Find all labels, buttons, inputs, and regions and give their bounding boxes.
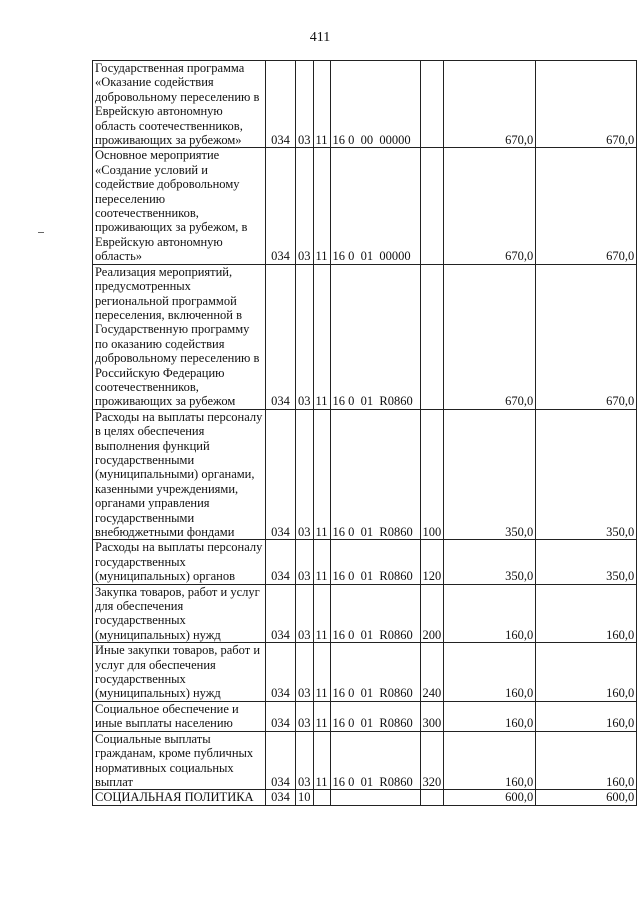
row-section: 03 [296, 61, 314, 148]
row-target-article: 16 0 01 R0860 [330, 731, 420, 790]
row-org-code: 034 [266, 584, 296, 643]
row-target-article: 16 0 01 R0860 [330, 540, 420, 584]
table-row-section-total [93, 790, 637, 805]
row-amount-year1: 670,0 [444, 264, 536, 409]
row-amount-year1: 350,0 [444, 409, 536, 540]
row-subsection: 11 [313, 731, 330, 790]
row-name: СОЦИАЛЬНАЯ ПОЛИТИКА [93, 790, 266, 805]
table-row [93, 264, 637, 409]
margin-mark [38, 232, 44, 233]
row-target-article: 16 0 01 R0860 [330, 701, 420, 731]
budget-table [92, 60, 637, 806]
row-expense-type [420, 790, 444, 805]
row-amount-year2: 670,0 [536, 148, 637, 264]
row-expense-type: 200 [420, 584, 444, 643]
table-row [93, 643, 637, 702]
row-section: 03 [296, 540, 314, 584]
row-org-code: 034 [266, 264, 296, 409]
row-target-article: 16 0 01 00000 [330, 148, 420, 264]
row-amount-year1: 600,0 [444, 790, 536, 805]
row-name: Реализация мероприятий, предусмотренных региональной программой переселения, включенной в Государственную программу по оказанию содействия добровольному переселению в Российскую Федерацию соотечественников, проживающих за рубежом [93, 264, 266, 409]
row-section: 03 [296, 731, 314, 790]
row-section: 03 [296, 148, 314, 264]
row-expense-type: 240 [420, 643, 444, 702]
row-name: Государственная программа «Оказание содействия добровольному переселению в Еврейскую автономную область соотечественников, проживающих за рубежом» [93, 61, 266, 148]
row-org-code: 034 [266, 790, 296, 805]
table-row [93, 148, 637, 264]
row-amount-year2: 160,0 [536, 701, 637, 731]
row-target-article: 16 0 01 R0860 [330, 584, 420, 643]
row-section: 03 [296, 584, 314, 643]
row-org-code: 034 [266, 409, 296, 540]
row-amount-year2: 350,0 [536, 409, 637, 540]
row-org-code: 034 [266, 701, 296, 731]
row-section: 03 [296, 264, 314, 409]
row-subsection: 11 [313, 584, 330, 643]
row-name: Социальное обеспечение и иные выплаты населению [93, 701, 266, 731]
row-subsection: 11 [313, 264, 330, 409]
row-amount-year1: 160,0 [444, 584, 536, 643]
table-row [93, 701, 637, 731]
row-amount-year1: 670,0 [444, 61, 536, 148]
row-expense-type [420, 148, 444, 264]
table-row [93, 584, 637, 643]
row-org-code: 034 [266, 148, 296, 264]
row-target-article [330, 790, 420, 805]
row-amount-year2: 670,0 [536, 264, 637, 409]
row-amount-year2: 160,0 [536, 584, 637, 643]
row-amount-year2: 350,0 [536, 540, 637, 584]
row-name: Расходы на выплаты персоналу в целях обеспечения выполнения функций государственными (муниципальными) органами, казенными учреждениями, органами управления государственными внебюджетными фондами [93, 409, 266, 540]
row-expense-type: 120 [420, 540, 444, 584]
row-amount-year1: 160,0 [444, 731, 536, 790]
row-amount-year1: 350,0 [444, 540, 536, 584]
page-number: 411 [309, 30, 331, 45]
row-name: Расходы на выплаты персоналу государственных (муниципальных) органов [93, 540, 266, 584]
row-section: 03 [296, 643, 314, 702]
row-name: Иные закупки товаров, работ и услуг для обеспечения государственных (муниципальных) нужд [93, 643, 266, 702]
row-section: 03 [296, 701, 314, 731]
row-subsection: 11 [313, 148, 330, 264]
row-expense-type: 300 [420, 701, 444, 731]
row-expense-type [420, 61, 444, 148]
table-row [93, 540, 637, 584]
budget-table-body [93, 61, 637, 806]
row-name: Социальные выплаты гражданам, кроме публичных нормативных социальных выплат [93, 731, 266, 790]
row-target-article: 16 0 01 R0860 [330, 643, 420, 702]
row-target-article: 16 0 01 R0860 [330, 264, 420, 409]
row-target-article: 16 0 01 R0860 [330, 409, 420, 540]
row-amount-year2: 670,0 [536, 61, 637, 148]
row-amount-year2: 160,0 [536, 643, 637, 702]
row-subsection: 11 [313, 61, 330, 148]
row-name: Основное мероприятие «Создание условий и содействие добровольному переселению соотечественников, проживающих за рубежом, в Еврейскую автономную область» [93, 148, 266, 264]
row-target-article: 16 0 00 00000 [330, 61, 420, 148]
row-subsection: 11 [313, 701, 330, 731]
row-section: 10 [296, 790, 314, 805]
row-expense-type [420, 264, 444, 409]
row-expense-type: 320 [420, 731, 444, 790]
row-org-code: 034 [266, 643, 296, 702]
row-amount-year2: 160,0 [536, 731, 637, 790]
row-subsection: 11 [313, 540, 330, 584]
row-name: Закупка товаров, работ и услуг для обеспечения государственных (муниципальных) нужд [93, 584, 266, 643]
row-amount-year2: 600,0 [536, 790, 637, 805]
row-org-code: 034 [266, 540, 296, 584]
row-section: 03 [296, 409, 314, 540]
row-expense-type: 100 [420, 409, 444, 540]
table-row [93, 409, 637, 540]
row-subsection: 11 [313, 409, 330, 540]
row-amount-year1: 160,0 [444, 643, 536, 702]
row-amount-year1: 160,0 [444, 701, 536, 731]
row-subsection [313, 790, 330, 805]
row-org-code: 034 [266, 731, 296, 790]
table-row [93, 61, 637, 148]
row-subsection: 11 [313, 643, 330, 702]
row-org-code: 034 [266, 61, 296, 148]
row-amount-year1: 670,0 [444, 148, 536, 264]
table-row [93, 731, 637, 790]
